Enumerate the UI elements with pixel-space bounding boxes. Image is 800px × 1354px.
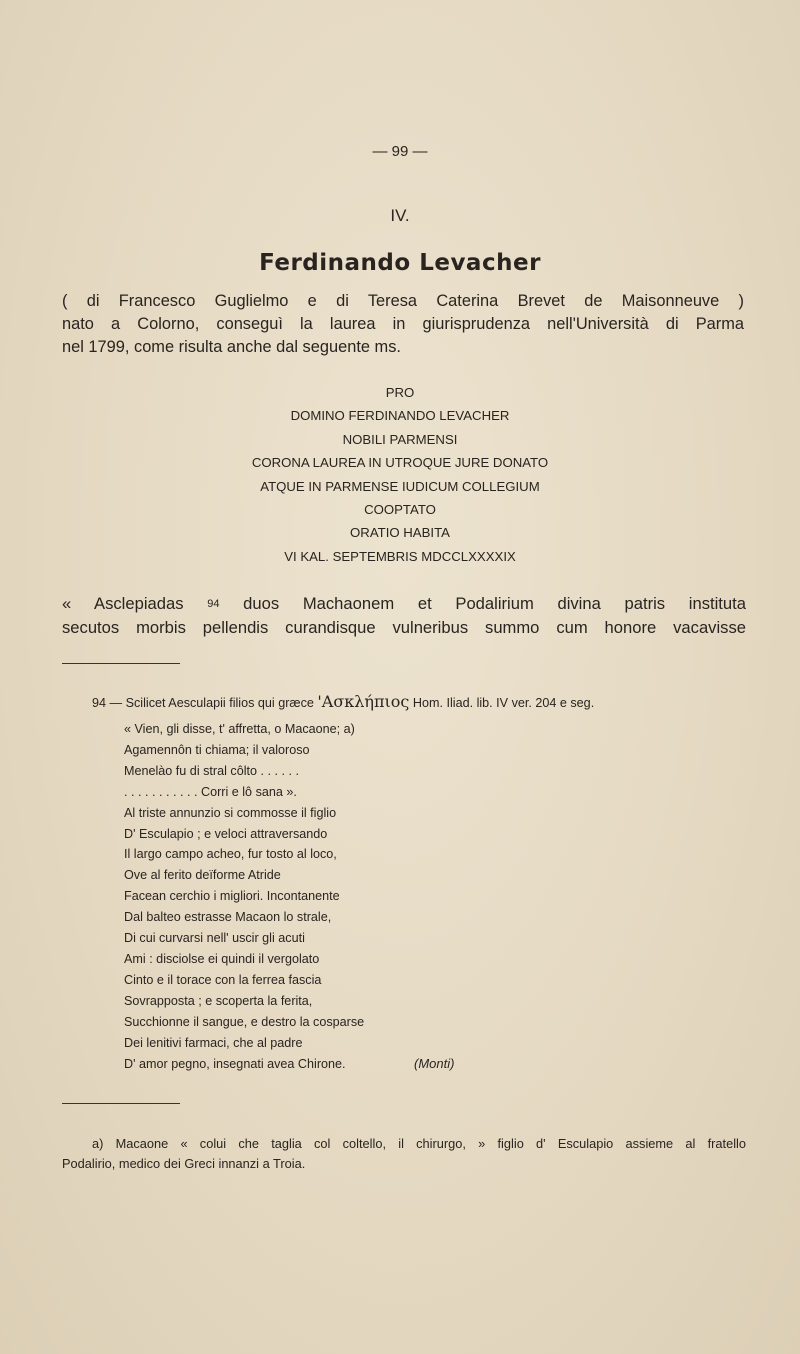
verse-line: « Vien, gli disse, t' affretta, o Macaone; a)	[124, 722, 355, 736]
verse-line: D' Esculapio ; e veloci attraversando	[124, 826, 328, 841]
verse-line: Di cui curvarsi nell' uscir gli acuti	[124, 931, 305, 946]
verse-line: Al triste annunzio si commosse il figlio	[124, 805, 337, 820]
verse-line: Agamennôn ti chiama; il valoroso	[124, 742, 310, 757]
footnote-divider	[62, 1103, 180, 1104]
verse-line: Succhionne il sangue, e destro la cosparse	[124, 1014, 365, 1029]
footnote-divider	[62, 663, 180, 664]
quote-text: duos Machaonem et Podalirium divina patris instituta	[243, 594, 746, 613]
latin-title-line: COOPTATO	[364, 502, 436, 518]
verse-line: Ami : disciolse ei quindi il vergolato	[124, 951, 320, 966]
verse-block	[124, 719, 364, 1074]
footnote-text: Hom. Iliad. lib. IV ver. 204 e seg.	[412, 696, 595, 710]
intro-line: ( di Francesco Guglielmo e di Teresa Caterina Brevet de Maisonneuve )	[62, 292, 744, 310]
footnote-94	[92, 692, 746, 711]
section-numeral: IV.	[390, 206, 410, 225]
quote-text: « Asclepiadas	[62, 594, 184, 613]
latin-title-line: ORATIO HABITA	[350, 525, 450, 541]
latin-title-line: PRO	[385, 385, 415, 400]
latin-title-line: ATQUE IN PARMENSE IUDICUM COLLEGIUM	[260, 478, 540, 494]
verse-line: Ove al ferito deïforme Atride	[124, 868, 281, 883]
quote-line	[62, 592, 746, 616]
latin-quotation	[62, 592, 746, 639]
verse-line: D' amor pegno, insegnati avea Chirone.	[124, 1056, 346, 1071]
quote-line: secutos morbis pellendis curandisque vulneribus summo cum honore vacavisse	[62, 618, 746, 637]
verse-line: Cinto e il torace con la ferrea fascia	[124, 972, 322, 987]
footnote-text: 94 — Scilicet Aesculapii filios qui græce	[92, 696, 314, 710]
latin-title-block	[0, 381, 800, 568]
verse-line: Facean cerchio i migliori. Incontanente	[124, 889, 340, 904]
verse-line: Sovrapposta ; e scoperta la ferita,	[124, 993, 313, 1008]
page-number: — 99 —	[372, 143, 428, 160]
verse-line: Menelào fu di stral côlto . . . . . .	[124, 763, 299, 778]
greek-word: 'Ασκλήπιος	[317, 692, 410, 711]
latin-title-line: VI KAL. SEPTEMBRIS MDCCLXXXXIX	[284, 548, 516, 564]
verse-attribution: (Monti)	[414, 1056, 455, 1071]
verse-line: Dei lenitivi farmaci, che al padre	[124, 1035, 303, 1050]
intro-line: nel 1799, come risulta anche dal seguente ms.	[62, 338, 401, 356]
latin-title-line: NOBILI PARMENSI	[342, 431, 458, 447]
footnote-a	[62, 1134, 746, 1174]
page-title: Ferdinando Levacher	[259, 250, 541, 276]
footnote-reference: 94	[207, 598, 220, 610]
latin-title-line: DOMINO FERDINANDO LEVACHER	[290, 408, 510, 424]
verse-line: . . . . . . . . . . . Corri e lô sana ».	[124, 784, 297, 799]
verse-line: Dal balteo estrasse Macaon lo strale,	[124, 910, 332, 925]
footnote-line: a) Macaone « colui che taglia col coltello, il chirurgo, » figlio d' Esculapio assieme al fratello	[92, 1136, 746, 1151]
verse-line: Il largo campo acheo, fur tosto al loco,	[124, 847, 337, 862]
footnote-line: Podalirio, medico dei Greci innanzi a Troia.	[62, 1156, 306, 1171]
intro-line: nato a Colorno, conseguì la laurea in giurisprudenza nell'Università di Parma	[62, 315, 744, 333]
latin-title-line: CORONA LAUREA IN UTROQUE JURE DONATO	[251, 455, 549, 471]
intro-paragraph	[62, 290, 744, 359]
